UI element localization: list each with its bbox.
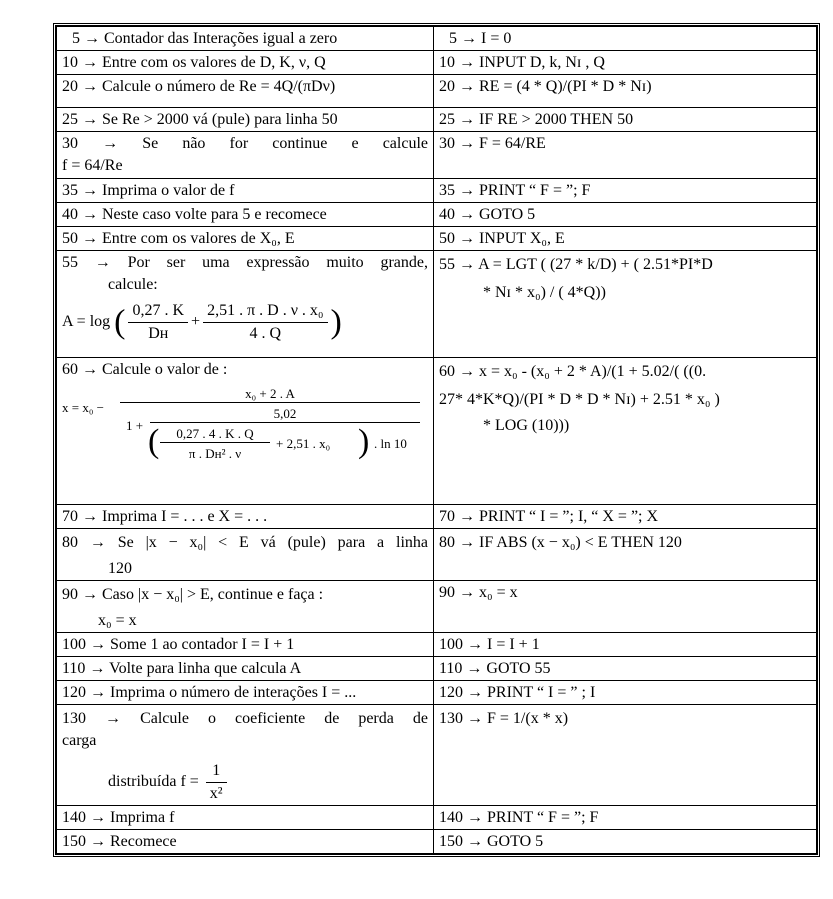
cell-text: 25 → IF RE > 2000 THEN 50 — [439, 111, 634, 128]
formula-paren: ( — [114, 303, 126, 341]
cell-text: 5 → I = 0 — [449, 30, 512, 47]
table-cell — [57, 51, 434, 75]
table-row — [57, 633, 817, 657]
cell-text: 150 → GOTO 5 — [439, 833, 544, 850]
cell-text: 5 → Contador das Interações igual a zero — [72, 30, 338, 47]
formula-paren: ) — [358, 423, 370, 460]
table-row — [57, 529, 817, 581]
table-cell — [434, 633, 817, 657]
table-row — [57, 681, 817, 705]
table-cell — [434, 705, 817, 806]
table-cell — [57, 27, 434, 51]
formula-f — [62, 760, 428, 805]
formula-text: . ln 10 — [374, 436, 407, 451]
cell-text: 120 → PRINT “ I = ” ; I — [439, 684, 596, 701]
table-cell — [434, 132, 817, 179]
table-cell — [57, 633, 434, 657]
formula-fraction — [206, 760, 227, 805]
table-cell — [434, 179, 817, 203]
table-cell — [434, 505, 817, 529]
formula-paren: ) — [330, 303, 342, 341]
formula-text: 0,27 . 4 . K . Q — [160, 425, 270, 443]
formula-text: 1 + — [126, 418, 144, 433]
table-cell — [434, 51, 817, 75]
table-cell — [57, 830, 434, 854]
cell-text: 70 → PRINT “ I = ”; I, “ X = ”; X — [439, 508, 659, 525]
table-row — [57, 358, 817, 505]
formula-text: 1 — [206, 760, 227, 783]
formula-text: x = x₀ − — [62, 400, 104, 415]
formula-text: Dʜ — [148, 325, 169, 342]
cell-text: 100 → Some 1 ao contador I = I + 1 — [62, 636, 295, 653]
table-cell — [57, 681, 434, 705]
table-row — [57, 806, 817, 830]
table-cell — [57, 108, 434, 132]
table-row — [57, 75, 817, 108]
table-row — [57, 132, 817, 179]
formula-text: + 2,51 . x₀ — [276, 436, 331, 451]
table-cell — [434, 657, 817, 681]
formula-text: x₀ + 2 . A — [120, 385, 420, 403]
table-cell — [434, 108, 817, 132]
formula-text: A = log — [62, 313, 111, 331]
formula-fraction — [128, 300, 188, 345]
formula-a — [62, 300, 428, 345]
cell-text: distribuída f = — [108, 773, 199, 791]
table-row — [57, 227, 817, 251]
cell-text: 150 → Recomece — [62, 833, 177, 850]
table-row — [57, 27, 817, 51]
formula-text: 0,27 . K — [128, 300, 188, 323]
table-cell — [57, 132, 434, 179]
cell-text: 30 → Se não for continue e calcule — [62, 135, 428, 152]
cell-text: 140 → PRINT “ F = ”; F — [439, 809, 599, 826]
cell-text: carga — [62, 732, 97, 749]
table-cell — [434, 529, 817, 581]
table-cell — [434, 227, 817, 251]
cell-text: 40 → GOTO 5 — [439, 206, 536, 223]
cell-text: 35 → Imprima o valor de f — [62, 182, 235, 199]
table-row — [57, 657, 817, 681]
table-cell — [57, 657, 434, 681]
cell-text: 70 → Imprima I = . . . e X = . . . — [62, 508, 268, 525]
cell-text: * Nɪ * x₀) / ( 4*Q)) — [483, 284, 606, 301]
table-cell — [434, 75, 817, 108]
cell-text: 90 → Caso |x − x₀| > E, continue e faça : — [62, 586, 324, 603]
cell-text: 10 → Entre com os valores de D, K, ν, Q — [62, 54, 326, 71]
formula-fraction — [203, 300, 327, 345]
cell-text: 60 → Calcule o valor de : — [62, 361, 228, 378]
formula-text: 2,51 . π . D . ν . x₀ — [203, 300, 327, 323]
cell-text: 100 → I = I + 1 — [439, 636, 540, 653]
table-cell — [57, 581, 434, 633]
table-cell — [57, 251, 434, 358]
cell-text: 30 → F = 64/RE — [439, 135, 546, 152]
table-cell — [434, 27, 817, 51]
cell-text: 35 → PRINT “ F = ”; F — [439, 182, 591, 199]
cell-text: 25 → Se Re > 2000 vá (pule) para linha 50 — [62, 111, 338, 128]
table-row — [57, 108, 817, 132]
formula-text: + — [191, 313, 201, 331]
table-cell — [57, 358, 434, 505]
table-row — [57, 251, 817, 358]
table-cell — [57, 505, 434, 529]
table-row — [57, 179, 817, 203]
formula-text: 4 . Q — [249, 325, 282, 342]
table-cell — [57, 75, 434, 108]
cell-text: 130 → Calcule o coeficiente de perda de — [62, 710, 428, 727]
cell-text: 90 → x₀ = x — [439, 584, 518, 601]
table-row — [57, 505, 817, 529]
table-cell — [57, 179, 434, 203]
cell-text: 20 → Calcule o número de Re = 4Q/(πDν) — [62, 78, 336, 95]
cell-text: 110 → GOTO 55 — [439, 660, 551, 677]
table-row — [57, 203, 817, 227]
cell-text: 50 → INPUT X₀, E — [439, 230, 565, 247]
formula-paren: ( — [148, 423, 160, 460]
cell-text: 55 → A = LGT ( (27 * k/D) + ( 2.51*PI*D — [439, 256, 713, 273]
table-cell — [434, 806, 817, 830]
cell-text: 40 → Neste caso volte para 5 e recomece — [62, 206, 327, 223]
table-row — [57, 581, 817, 633]
table-cell — [434, 681, 817, 705]
table-cell — [57, 806, 434, 830]
cell-text: x₀ = x — [98, 612, 137, 629]
table-cell — [434, 203, 817, 227]
cell-text: calcule: — [108, 276, 158, 293]
cell-text: 55 → Por ser uma expressão muito grande, — [62, 254, 428, 271]
table-cell — [434, 830, 817, 854]
cell-text: 27* 4*K*Q)/(PI * D * D * Nɪ) + 2.51 * x₀ ) — [439, 391, 720, 408]
cell-text: 120 → Imprima o número de interações I = ... — [62, 684, 357, 701]
table-row — [57, 830, 817, 854]
cell-text: 60 → x = x₀ - (x₀ + 2 * A)/(1 + 5.02/( ((0. — [439, 363, 707, 380]
formula-text: x² — [209, 785, 223, 802]
table-cell — [57, 203, 434, 227]
formula-text: π . Dʜ² . ν — [188, 446, 242, 461]
table-row — [57, 51, 817, 75]
cell-text: 110 → Volte para linha que calcula A — [62, 660, 302, 677]
cell-text: 140 → Imprima f — [62, 809, 175, 826]
cell-text: 130 → F = 1/(x * x) — [439, 710, 569, 727]
cell-text: 10 → INPUT D, k, Nɪ , Q — [439, 54, 605, 71]
cell-text: 80 → Se |x − x₀| < E vá (pule) para a linha — [62, 534, 428, 551]
formula-text: 5,02 — [150, 405, 420, 423]
formula-x — [62, 385, 428, 480]
algorithm-table — [53, 23, 820, 857]
table-cell — [434, 581, 817, 633]
table-cell — [57, 227, 434, 251]
table-cell — [434, 358, 817, 505]
table-cell — [57, 705, 434, 806]
cell-text: 80 → IF ABS (x − x₀) < E THEN 120 — [439, 534, 682, 551]
cell-text: f = 64/Re — [62, 157, 123, 174]
table-cell — [57, 529, 434, 581]
cell-text: 20 → RE = (4 * Q)/(PI * D * Nɪ) — [439, 78, 652, 95]
table — [56, 26, 817, 854]
cell-text: 50 → Entre com os valores de X₀, E — [62, 230, 295, 247]
cell-text: * LOG (10))) — [483, 417, 570, 434]
table-row — [57, 705, 817, 806]
table-cell — [434, 251, 817, 358]
cell-text: 120 — [108, 560, 132, 577]
